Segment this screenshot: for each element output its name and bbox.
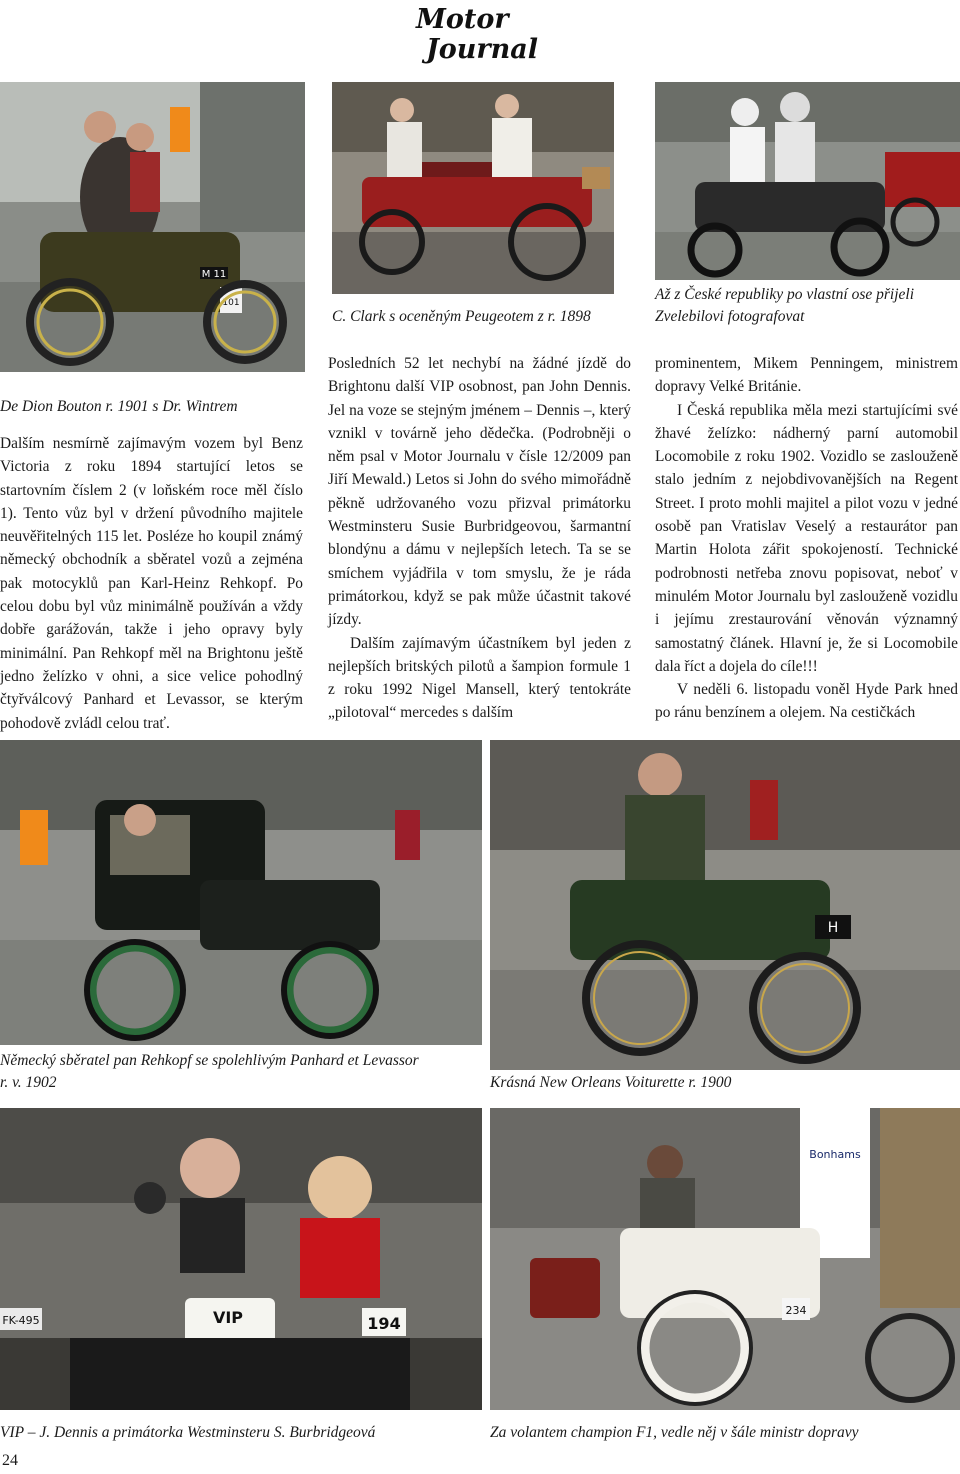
caption-top-left: De Dion Bouton r. 1901 s Dr. Wintrem	[0, 398, 238, 415]
col3-paragraph-2: I Česká republika měla mezi startujícími své žhavé želízko: nádherný parní automobil Locomobile z roku 1902. Vozidlo se zaslouženě stalo jedním z nejobdivovanějších na Regent Street. I proto mohli majitel a pilot vozu v jedné osobě pan Vratislav Veselý a restaurátor pan Martin Holota zářit spokojeností. Technické podrobnosti netřeba znovu popisovat, neboť v minulém Motor Journalu byl zaslouženě vozidlu i jejímu zrestaurování věnován významný samostatný článek. Hlavní je, že si Locomobile dala říct a dojela do cíle!!!	[655, 401, 958, 675]
logo-line1: Motor	[416, 4, 509, 35]
caption-top-right-2: Zvelebilovi fotografovat	[655, 308, 805, 325]
plate-text: H	[827, 920, 839, 936]
photo-peugeot	[332, 82, 614, 294]
plate-text: FK-495	[2, 1314, 40, 1327]
race-number: 101	[222, 298, 240, 308]
photo-panhard	[0, 740, 482, 1045]
race-number: 194	[367, 1314, 401, 1333]
col2-paragraph-2: Dalším zajímavým účastníkem byl jeden z nejlepších britských pilotů a šampion formule 1 z roku 1992 Nigel Mansell, který tentokráte „pilotoval“ mercedes s dalším	[328, 634, 631, 722]
article-column-3	[655, 352, 958, 725]
logo-line2: Journal	[426, 34, 539, 65]
vip-label: VIP	[212, 1308, 244, 1327]
sponsor-sign: Bonhams	[809, 1148, 861, 1161]
caption-mid-left-2: r. v. 1902	[0, 1074, 57, 1091]
article-column-2	[328, 352, 631, 725]
col3-paragraph-1: prominentem, Mikem Penningem, ministrem dopravy Velké Británie.	[655, 355, 958, 396]
caption-mid-left-1: Německý sběratel pan Rehkopf se spolehlivým Panhard et Levassor	[0, 1052, 419, 1069]
article-column-1	[0, 432, 303, 735]
caption-bottom-left: VIP – J. Dennis a primátorka Westminsteru S. Burbridgeová	[0, 1424, 376, 1441]
photo-de-dion-bouton	[0, 82, 305, 372]
page-number: 24	[2, 1452, 18, 1469]
photo-new-orleans-voiturette	[490, 740, 960, 1070]
photo-motorcycle	[655, 82, 960, 280]
race-number: 234	[785, 1304, 807, 1317]
caption-top-right-1: Až z České republiky po vlastní ose přijeli	[655, 286, 915, 303]
caption-mid-right: Krásná New Orleans Voiturette r. 1900	[490, 1074, 732, 1091]
photo-locomobile	[490, 1108, 960, 1410]
col2-paragraph-1: Posledních 52 let nechybí na žádné jízdě do Brightonu další VIP osobnost, pan John Dennis. Jel na voze se stejným jménem – Dennis –, který vznikl v továrně jeho dědečka. (Podrobněji o něm psal v Motor Journalu v čísle 12/2009 pan Jiří Mewald.) Letos si John do svého mimořádně pěkně udržovaného vozu přizval primátorku Westminsteru Susie Burbridgeovou, šarmantní blondýnu a dámu v nejlepších letech. Ta se se smíchem vyjádřila v tom smyslu, že je ráda primátorkou, když se pak může účastnit takové jízdy.	[328, 355, 631, 629]
motor-journal-logo	[400, 0, 560, 66]
caption-top-middle: C. Clark s oceněným Peugeotem z r. 1898	[332, 308, 591, 325]
col3-paragraph-3: V neděli 6. listopadu voněl Hyde Park hned po ránu benzínem a olejem. Na cestičkách	[655, 681, 958, 722]
plate-text: M 11	[201, 269, 227, 280]
photo-vip	[0, 1108, 482, 1410]
caption-bottom-right: Za volantem champion F1, vedle něj v šále ministr dopravy	[490, 1424, 859, 1441]
col1-paragraph: Dalším nesmírně zajímavým vozem byl Benz Victoria z roku 1894 startující letos se startovním číslem 2 (v loňském roce měl číslo 1). Tento vůz byl v držení původního majitele neuvěřitelných 115 let. Posléze ho koupil známý německý obchodník a sběratel vozů a zejména pak motocyklů pan Karl-Heinz Rehkopf. Po celou dobu byl vůz minimálně používán a vždy dobře garážován, takže i jeho opravy byly minimální. Pan Rehkopf měl na Brightonu ještě jedno želízko v ohni, a sice velice pohodlný čtyřválcový Panhard et Levassor, se kterým pohodově zvládl celou trať.	[0, 435, 303, 732]
